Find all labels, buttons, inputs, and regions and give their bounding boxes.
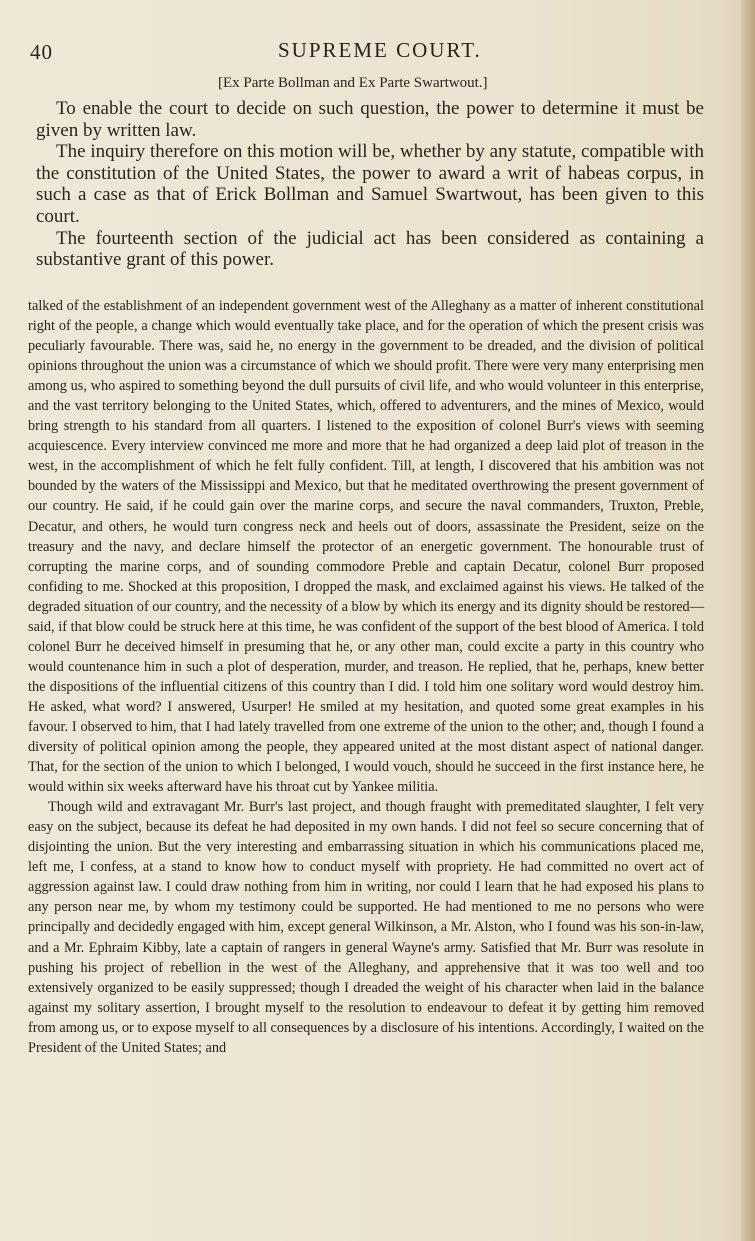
main-paragraph: The fourteenth section of the judicial act has been considered as containing a substantive grant of this power. <box>36 227 704 271</box>
page-edge <box>741 0 755 1241</box>
running-title: SUPREME COURT. <box>278 38 482 62</box>
page-header <box>30 38 710 68</box>
main-text <box>36 98 704 271</box>
page-number: 40 <box>30 40 53 64</box>
footnote-text <box>28 296 704 1058</box>
footnote-paragraph: talked of the establishment of an independent government west of the Alleghany as a matter of inherent constitutional right of the people, a change which would eventually take place, and for the operation of which the present crisis was peculiarly favourable. There was, said he, no energy in the government to be dreaded, and the division of political opinions throughout the union was a circumstance of which we should profit. There were very many enterprising men among us, who aspired to something beyond the dull pursuits of civil life, and who would volunteer in this enterprise, and the vast territory belonging to the United States, which, offered to adventurers, and the mines of Mexico, would bring strength to his standard from all quarters. I listened to the exposition of colonel Burr's views with seeming acquiescence. Every interview convinced me more and more that he had organized a deep laid plot of treason in the west, in the accomplishment of which he felt fully confident. Till, at length, I discovered that his ambition was not bounded by the waters of the Mississippi and Mexico, but that he meditated overthrowing the present government of our country. He said, if he could gain over the marine corps, and secure the naval commanders, Truxton, Preble, Decatur, and others, he would turn congress neck and heels out of doors, assassinate the President, seize on the treasury and the navy, and declare himself the protector of an energetic government. The honourable trust of corrupting the marine corps, and of sounding commodore Preble and captain Decatur, colonel Burr proposed confiding to me. Shocked at this proposition, I dropped the mask, and exclaimed against his views. He talked of the degraded situation of our country, and the necessity of a blow by which its energy and its dignity should be restored—said, if that blow could be struck here at this time, he was confident of the support of the best blood of America. I told colonel Burr he deceived himself in presuming that he, or any other man, could excite a party in this country who would countenance him in such a plot of desperation, murder, and treason. He replied, that he, perhaps, knew better the dispositions of the influential citizens of this country than I did. I told him one solitary word would destroy him. He asked, what word? I answered, Usurper! He smiled at my hesitation, and quoted some great examples in his favour. I observed to him, that I had lately travelled from one extreme of the union to the other; and, though I found a diversity of political opinion among the people, they appeared united at the most distant aspect of national danger. That, for the section of the union to which I belonged, I would vouch, should he succeed in the first instance here, he would within six weeks afterward have his throat cut by Yankee militia. <box>28 298 704 796</box>
main-paragraph: To enable the court to decide on such question, the power to determine it must be given by written law. <box>36 98 704 141</box>
main-paragraph: The inquiry therefore on this motion will be, whether by any statute, compatible with the constitution of the United States, the power to award a writ of habeas corpus, in such a case as that of Erick Bollman and Samuel Swartwout, has been given to this court. <box>36 141 704 227</box>
footnote-paragraph: Though wild and extravagant Mr. Burr's last project, and though fraught with premeditated slaughter, I felt very easy on the subject, because its defeat he had deposited in my own hands. I did not feel so secure concerning that of disjointing the union. But the very interesting and embarrassing situation in which his communications placed me, left me, I confess, at a stand to know how to conduct myself with propriety. He had committed no overt act of aggression against law. I could draw nothing from him in writing, nor could I learn that he had exposed his plans to any person near me, by whom my testimony could be supported. He had mentioned to me no persons who were principally and decidedly engaged with him, except general Wilkinson, a Mr. Alston, who I found was his son-in-law, and a Mr. Ephraim Kibby, late a captain of rangers in general Wayne's army. Satisfied that Mr. Burr was resolute in pushing his project of rebellion in the west of the Alleghany, and apprehensive that it was too well and too extensively organized to be easily suppressed; though I dreaded the weight of his character when laid in the balance against my solitary assertion, I brought myself to the resolution to endeavour to defeat it by getting him removed from among us, or to expose myself to all consequences by a disclosure of his intentions. Accordingly, I waited on the President of the United States; and <box>28 799 704 1056</box>
case-caption: [Ex Parte Bollman and Ex Parte Swartwout.] <box>218 75 488 91</box>
